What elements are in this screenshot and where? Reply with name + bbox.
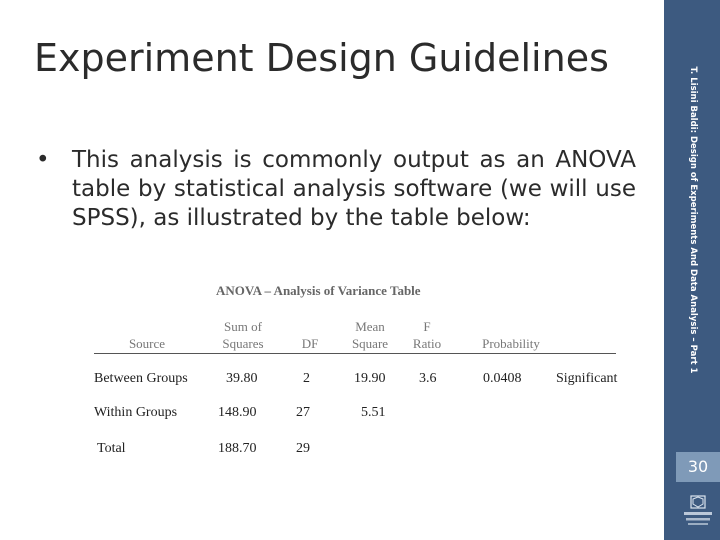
cell-f: 3.6 bbox=[419, 371, 437, 386]
cell-source: Total bbox=[97, 441, 126, 456]
bullet-marker: • bbox=[36, 147, 50, 173]
anova-table-title: ANOVA – Analysis of Variance Table bbox=[216, 283, 421, 298]
header-mean-square bbox=[335, 318, 405, 352]
header-probability: Probability bbox=[482, 336, 540, 351]
header-sum-of-squares bbox=[208, 318, 278, 352]
cell-note: Significant bbox=[556, 371, 618, 386]
cell-ss: 39.80 bbox=[226, 371, 258, 386]
cell-probability: 0.0408 bbox=[483, 371, 522, 386]
cell-source: Within Groups bbox=[94, 405, 178, 420]
bullet-text: This analysis is commonly output as an ANOVA table by statistical analysis software (we will use SPSS), as illustrated by the table below: bbox=[72, 147, 636, 231]
sidebar-footer-text: T. Lisini Baldi: Design of Experiments And Data Analysis – Part 1 bbox=[688, 66, 698, 374]
page-number: 30 bbox=[676, 452, 720, 482]
cell-ms: 5.51 bbox=[361, 405, 386, 420]
bullet-point bbox=[36, 146, 636, 233]
university-logo-icon bbox=[680, 494, 716, 536]
header-source: Source bbox=[128, 336, 166, 351]
table-header-rule bbox=[94, 353, 616, 354]
header-f-ratio-line2: Ratio bbox=[412, 336, 442, 351]
header-mean-square-line1: Mean bbox=[355, 319, 385, 334]
header-sum-of-squares-line2: Squares bbox=[222, 336, 264, 351]
header-f-ratio bbox=[405, 318, 449, 352]
cell-ms: 19.90 bbox=[354, 371, 386, 386]
header-f-ratio-line1: F bbox=[423, 319, 431, 334]
header-sum-of-squares-line1: Sum of bbox=[224, 319, 262, 334]
header-mean-square-line2: Square bbox=[351, 336, 389, 351]
cell-df: 27 bbox=[296, 405, 310, 420]
cell-ss: 148.90 bbox=[218, 405, 257, 420]
cell-source: Between Groups bbox=[94, 371, 188, 386]
slide-title: Experiment Design Guidelines bbox=[34, 36, 609, 80]
cell-df: 29 bbox=[296, 441, 310, 456]
header-df: DF bbox=[301, 336, 319, 351]
cell-ss: 188.70 bbox=[218, 441, 257, 456]
cell-df: 2 bbox=[303, 371, 310, 386]
